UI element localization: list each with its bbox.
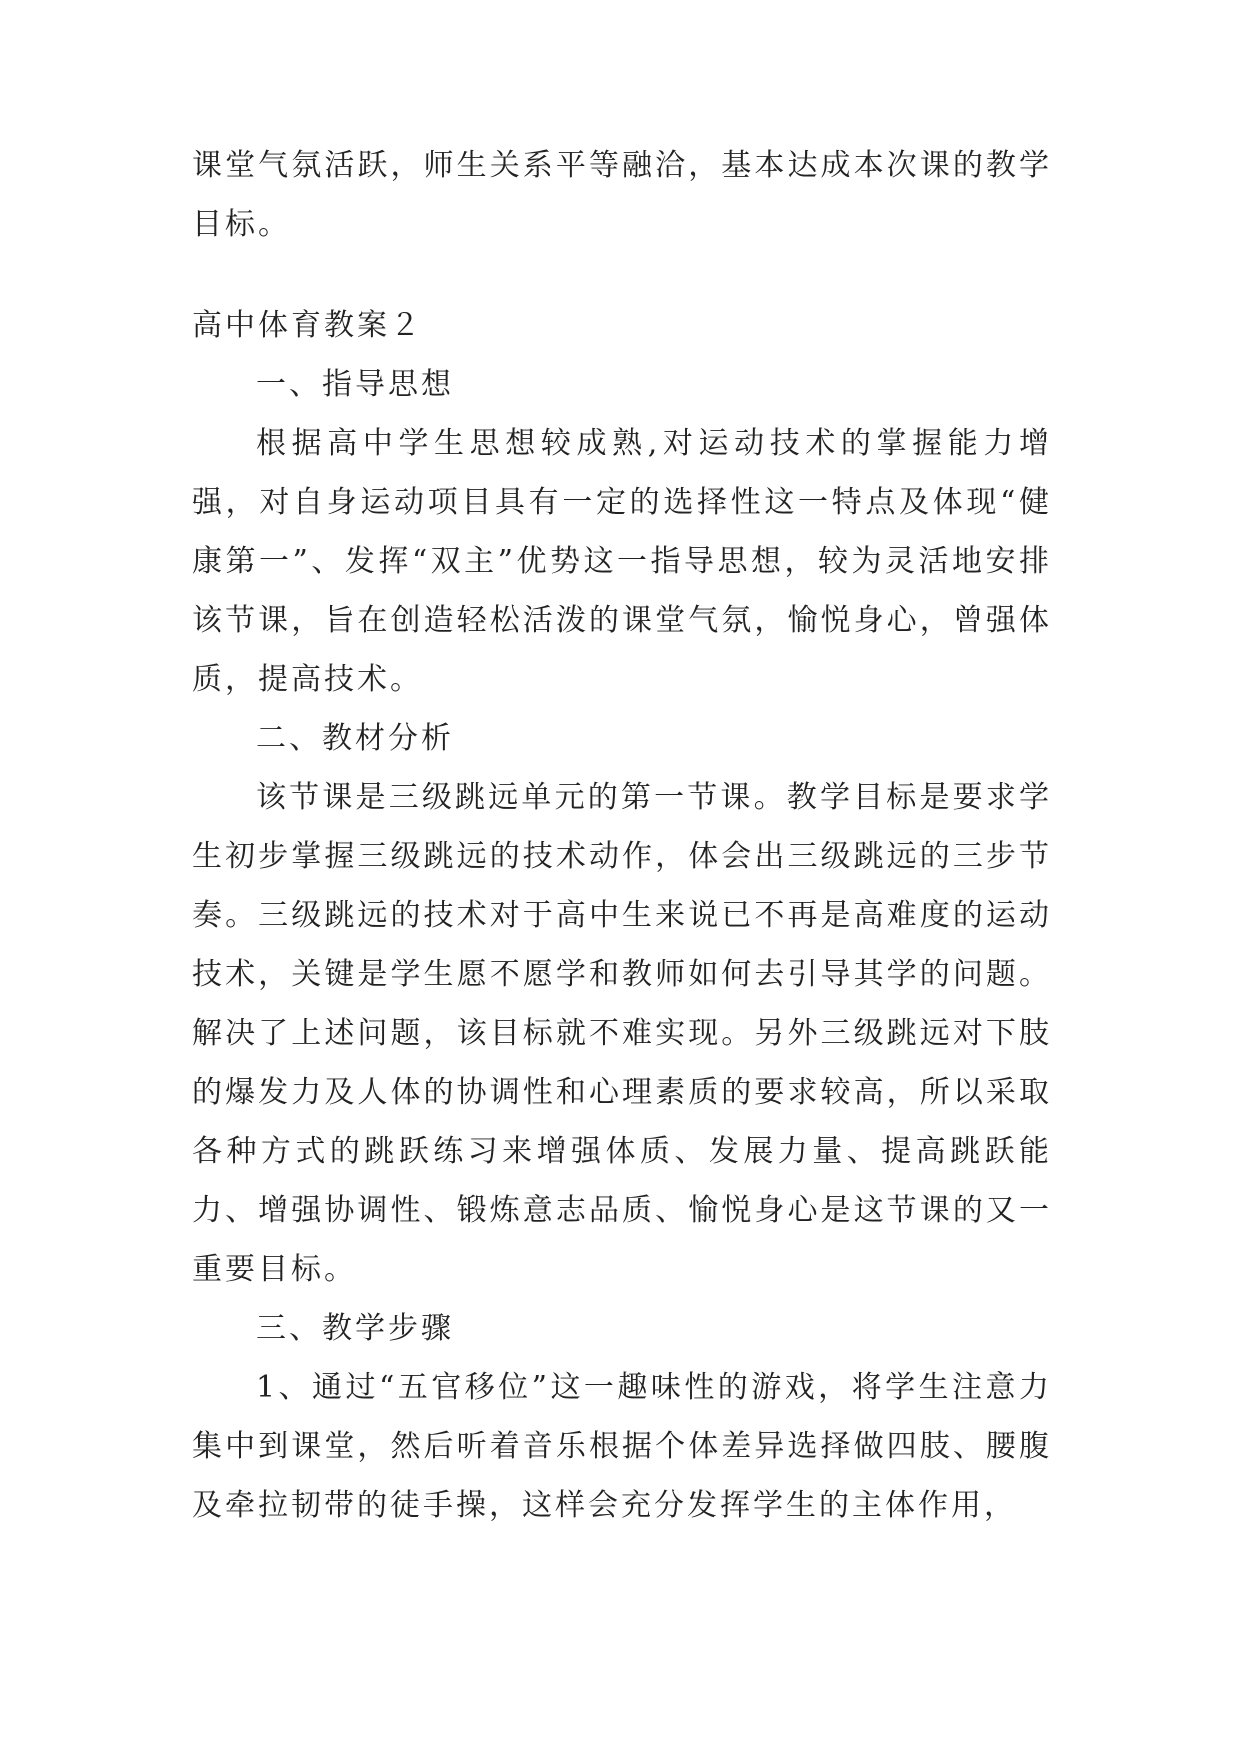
section-heading-guiding-thought: 一、指导思想 [256,367,454,402]
section-title: 高中体育教案２ [192,308,423,343]
carryover-paragraph: 课堂气氛活跃，师生关系平等融洽，基本达成本次课的教学目标。 [192,148,1052,242]
section-heading-teaching-steps: 三、教学步骤 [256,1311,454,1346]
section-heading-material-analysis: 二、教材分析 [256,721,454,756]
paragraph-teaching-steps: 1、通过“五官移位”这一趣味性的游戏，将学生注意力集中到课堂，然后听着音乐根据个体差异选择做四肢、腰腹及牵拉韧带的徒手操，这样会充分发挥学生的主体作用， [192,1370,1052,1523]
paragraph-guiding-thought: 根据高中学生思想较成熟,对运动技术的掌握能力增强，对自身运动项目具有一定的选择性这一特点及体现“健康第一”、发挥“双主”优势这一指导思想，较为灵活地安排该节课，旨在创造轻松活泼的课堂气氛，愉悦身心，曾强体质，提高技术。 [192,426,1052,697]
paragraph-material-analysis: 该节课是三级跳远单元的第一节课。教学目标是要求学生初步掌握三级跳远的技术动作，体会出三级跳远的三步节奏。三级跳远的技术对于高中生来说已不再是高难度的运动技术，关键是学生愿不愿学和教师如何去引导其学的问题。解决了上述问题，该目标就不难实现。另外三级跳远对下肢的爆发力及人体的协调性和心理素质的要求较高，所以采取各种方式的跳跃练习来增强体质、发展力量、提高跳跃能力、增强协调性、锻炼意志品质、愉悦身心是这节课的又一重要目标。 [192,780,1052,1287]
